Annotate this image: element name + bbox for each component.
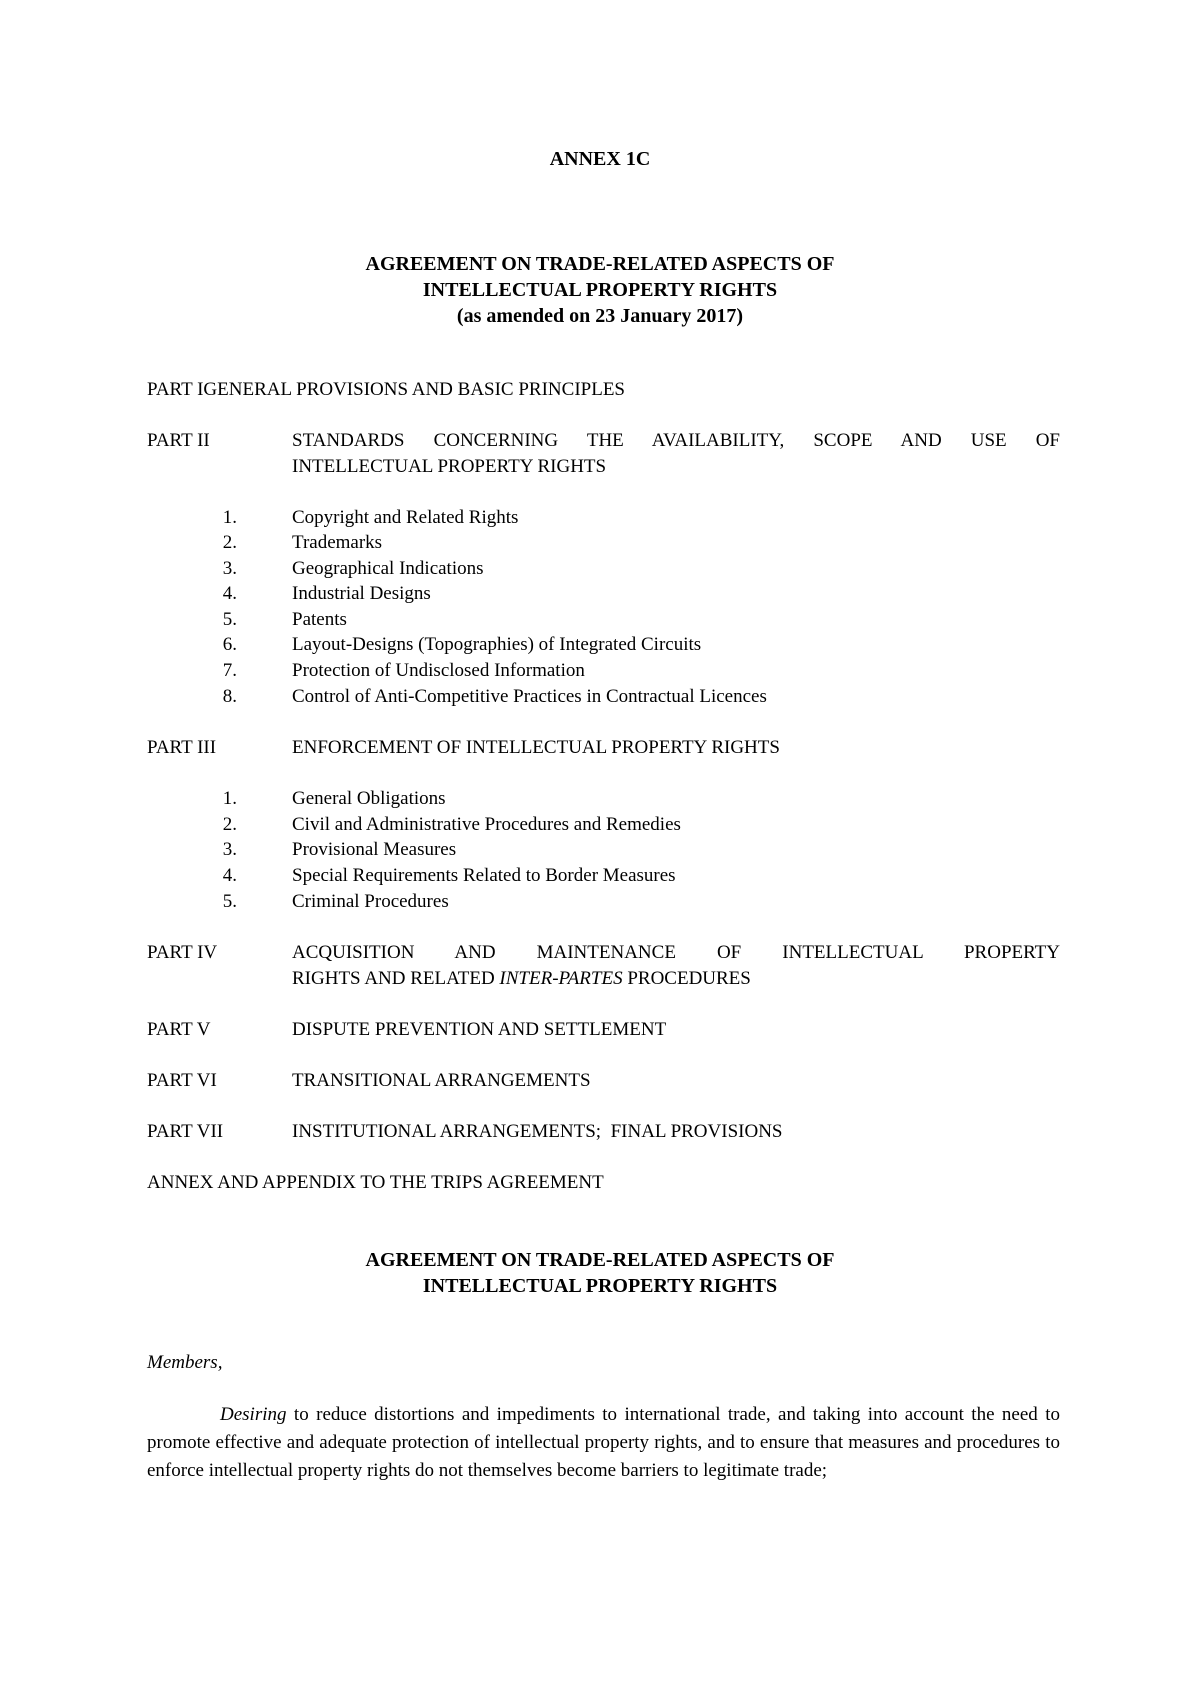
part-ii-title-line1: STANDARDS CONCERNING THE AVAILABILITY, SCOPE AND USE OF: [292, 430, 1060, 451]
amendment-note: (as amended on 23 January 2017): [456, 305, 744, 327]
part-vi-label: PART VI: [147, 1070, 217, 1091]
agreement-title-line2: INTELLECTUAL PROPERTY RIGHTS: [422, 279, 778, 301]
part-iv-title-pre: RIGHTS AND RELATED: [292, 968, 500, 989]
list-item: Layout-Designs (Topographies) of Integrated Circuits: [292, 634, 702, 655]
list-item-number: 2.: [222, 532, 237, 553]
part-vii-title: INSTITUTIONAL ARRANGEMENTS; FINAL PROVISIONS: [292, 1121, 783, 1142]
part-i-label: PART I: [147, 379, 204, 400]
part-iv-title-line2: [292, 968, 751, 990]
list-item-number: 1.: [222, 507, 237, 528]
members-heading: Members,: [147, 1352, 223, 1373]
agreement-title-line1: AGREEMENT ON TRADE-RELATED ASPECTS OF: [365, 253, 835, 275]
list-item: Special Requirements Related to Border Measures: [292, 865, 676, 886]
list-item-number: 5.: [222, 891, 237, 912]
part-iv-title-line1: ACQUISITION AND MAINTENANCE OF INTELLECTUAL PROPERTY: [292, 942, 1060, 963]
part-i-entry: [147, 379, 625, 401]
part-iv-title-post: PROCEDURES: [622, 968, 751, 989]
list-item-number: 7.: [222, 660, 237, 681]
second-title-line1: AGREEMENT ON TRADE-RELATED ASPECTS OF: [365, 1249, 835, 1271]
list-item: Control of Anti-Competitive Practices in Contractual Licences: [292, 686, 767, 707]
list-item-number: 3.: [222, 839, 237, 860]
part-i-title: GENERAL PROVISIONS AND BASIC PRINCIPLES: [203, 379, 625, 400]
list-item: Criminal Procedures: [292, 891, 449, 912]
list-item-number: 2.: [222, 814, 237, 835]
list-item: Copyright and Related Rights: [292, 507, 519, 528]
list-item: Provisional Measures: [292, 839, 457, 860]
list-item-number: 5.: [222, 609, 237, 630]
list-item-number: 8.: [222, 686, 237, 707]
preamble-text: to reduce distortions and impediments to international trade, and taking into account the need to promote effective and adequate protection of intellectual property rights, and to ensure that measures and procedures to enforce intellectual property rights do not themselves become barriers to legitimate trade;: [147, 1404, 1060, 1481]
part-ii-label: PART II: [147, 430, 210, 451]
list-item: General Obligations: [292, 788, 446, 809]
list-item-number: 1.: [222, 788, 237, 809]
list-item-number: 3.: [222, 558, 237, 579]
preamble-paragraph: [147, 1401, 1060, 1485]
list-item: Industrial Designs: [292, 583, 431, 604]
list-item-number: 4.: [222, 583, 237, 604]
part-iv-label: PART IV: [147, 942, 218, 963]
part-iii-title: ENFORCEMENT OF INTELLECTUAL PROPERTY RIGHTS: [292, 737, 780, 758]
list-item: Protection of Undisclosed Information: [292, 660, 585, 681]
part-iii-label: PART III: [147, 737, 217, 758]
list-item: Trademarks: [292, 532, 383, 553]
part-vii-label: PART VII: [147, 1121, 224, 1142]
second-title-line2: INTELLECTUAL PROPERTY RIGHTS: [422, 1275, 778, 1297]
part-iv-title-italic: INTER-PARTES: [499, 968, 623, 989]
part-v-title: DISPUTE PREVENTION AND SETTLEMENT: [292, 1019, 667, 1040]
list-item-number: 4.: [222, 865, 237, 886]
preamble-lead: Desiring: [220, 1404, 287, 1425]
list-item: Civil and Administrative Procedures and Remedies: [292, 814, 681, 835]
part-vi-title: TRANSITIONAL ARRANGEMENTS: [292, 1070, 591, 1091]
part-ii-title-line2: INTELLECTUAL PROPERTY RIGHTS: [292, 456, 607, 477]
part-v-label: PART V: [147, 1019, 211, 1040]
annex-appendix-entry: ANNEX AND APPENDIX TO THE TRIPS AGREEMENT: [147, 1172, 604, 1193]
list-item-number: 6.: [222, 634, 237, 655]
annex-title: ANNEX 1C: [549, 148, 651, 170]
list-item: Patents: [292, 609, 347, 630]
list-item: Geographical Indications: [292, 558, 484, 579]
